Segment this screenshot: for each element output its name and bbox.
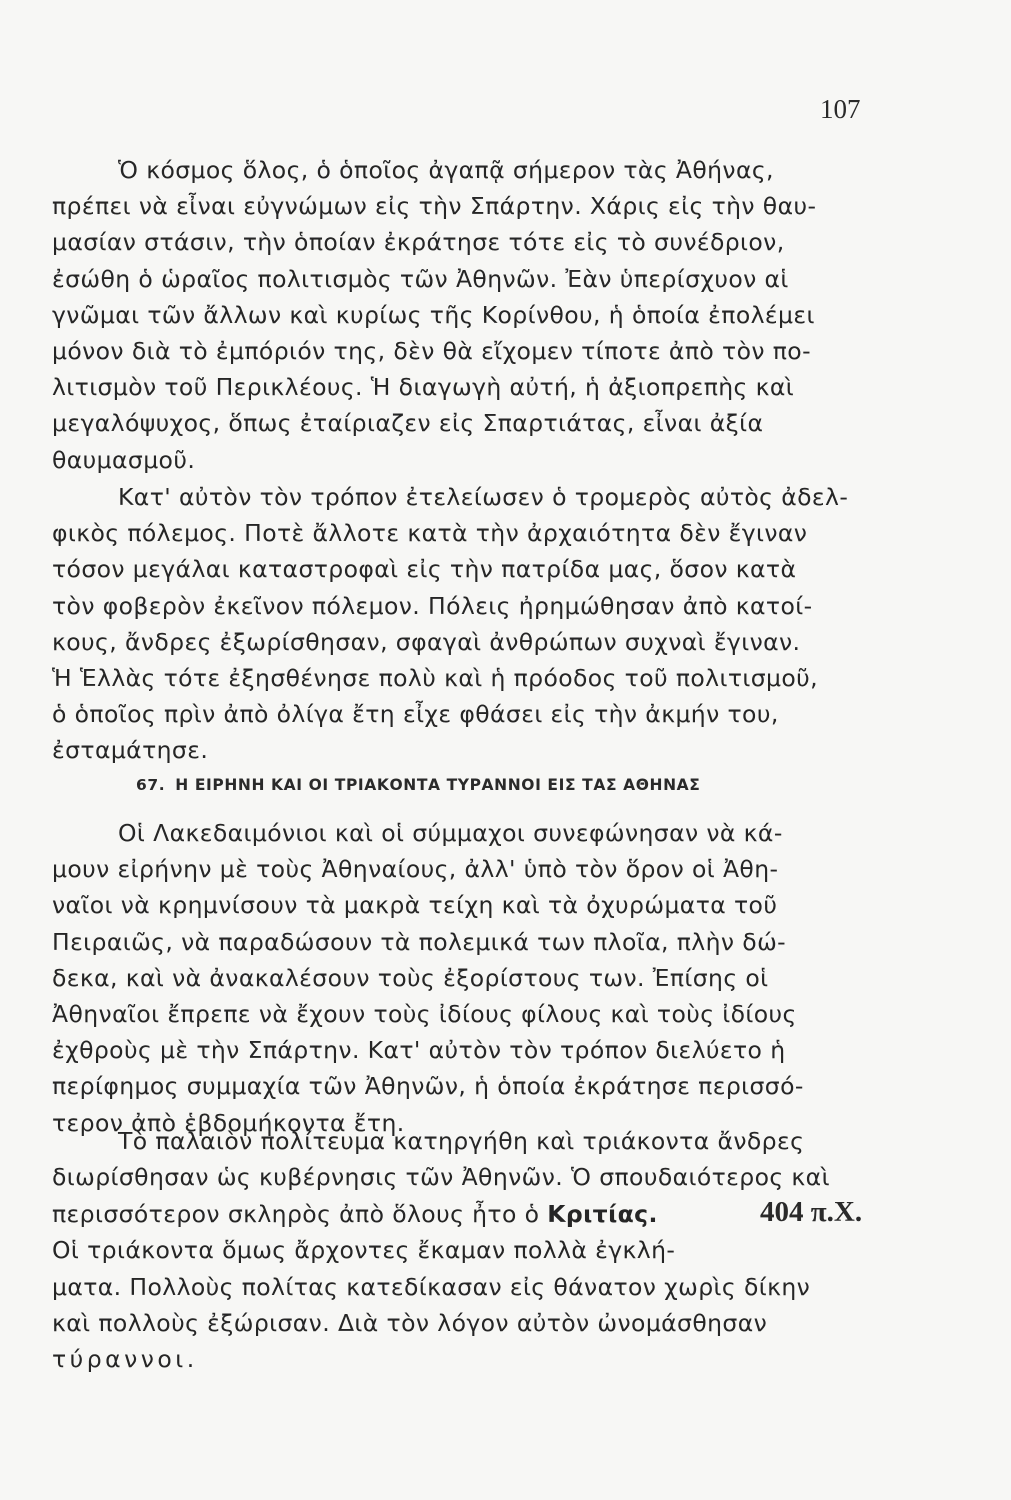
person-name: Κριτίας. bbox=[547, 1199, 658, 1228]
text-line: τερον ἀπὸ ἑβδομήκοντα ἔτη. bbox=[52, 1108, 405, 1137]
margin-date-note: 404 π.Χ. bbox=[760, 1196, 863, 1228]
text-line: τὸν φοβερὸν ἐκεῖνον πόλεμον. Πόλεις ἠρημώθησαν ἀπὸ κατοί- bbox=[52, 591, 813, 620]
text-line: Οἱ τριάκοντα ὅμως ἄρχοντες ἔκαμαν πολλὰ ἐγκλή- bbox=[52, 1236, 676, 1265]
text-line: Πειραιῶς, νὰ παραδώσουν τὰ πολεμικά των πλοῖα, πλὴν δώ- bbox=[52, 927, 787, 956]
text-line: πρέπει νὰ εἶναι εὐγνώμων εἰς τὴν Σπάρτην. Χάρις εἰς τὴν θαυ- bbox=[52, 192, 817, 221]
text-line: κους, ἄνδρες ἐξωρίσθησαν, σφαγαὶ ἀνθρώπων συχναὶ ἔγιναν. bbox=[52, 627, 801, 656]
text-line: ἐσταμάτησε. bbox=[52, 736, 209, 765]
text-line: δεκα, καὶ νὰ ἀνακαλέσουν τοὺς ἐξορίστους των. Ἐπίσης οἱ bbox=[52, 963, 769, 992]
text-line: τύραννοι. bbox=[52, 1345, 198, 1374]
text-segment: περισσότερον σκληρὸς ἀπὸ ὅλους ἦτο ὁ bbox=[52, 1199, 548, 1228]
text-line: Τὸ παλαιὸν πολίτευμα κατηργήθη καὶ τριάκοντα ἄνδρες bbox=[118, 1127, 805, 1155]
text-line: ματα. Πολλοὺς πολίτας κατεδίκασαν εἰς θάνατον χωρὶς δίκην bbox=[52, 1272, 811, 1301]
text-line: φικὸς πόλεμος. Ποτὲ ἄλλοτε κατὰ τὴν ἀρχαιότητα δὲν ἔγιναν bbox=[52, 519, 808, 548]
paragraph-1 bbox=[52, 152, 892, 478]
text-line: περίφημος συμμαχία τῶν Ἀθηνῶν, ἡ ὁποία ἐκράτησε περισσό- bbox=[52, 1072, 804, 1101]
text-line: Οἱ Λακεδαιμόνιοι καὶ οἱ σύμμαχοι συνεφώνησαν νὰ κά- bbox=[118, 819, 783, 847]
text-line: μασίαν στάσιν, τὴν ὁποίαν ἐκράτησε τότε εἰς τὸ συνέδριον, bbox=[52, 228, 785, 257]
text-line: ὁ ὁποῖος πρὶν ἀπὸ ὀλίγα ἔτη εἶχε φθάσει εἰς τὴν ἀκμήν του, bbox=[52, 700, 779, 729]
text-line: Ἡ Ἑλλὰς τότε ἐξησθένησε πολὺ καὶ ἡ πρόοδος τοῦ πολιτισμοῦ, bbox=[52, 663, 819, 692]
section-number: 67. bbox=[136, 776, 166, 794]
section-title: Η ΕΙΡΗΝΗ ΚΑΙ ΟΙ ΤΡΙΑΚΟΝΤΑ ΤΥΡΑΝΝΟΙ ΕΙΣ ΤΑΣ ΑΘΗΝΑΣ bbox=[175, 776, 701, 794]
text-line: Ὁ κόσμος ὅλος, ὁ ὁποῖος ἀγαπᾷ σήμερον τὰς Ἀθήνας, bbox=[118, 156, 774, 184]
text-line: διωρίσθησαν ὡς κυβέρνησις τῶν Ἀθηνῶν. Ὁ σπουδαιότερος καὶ bbox=[52, 1163, 830, 1192]
text-line: τόσον μεγάλαι καταστροφαὶ εἰς τὴν πατρίδα μας, ὅσον κατὰ bbox=[52, 555, 797, 584]
text-line: ναῖοι νὰ κρημνίσουν τὰ μακρὰ τείχη καὶ τὰ ὀχυρώματα τοῦ bbox=[52, 891, 778, 920]
text-line: Ἀθηναῖοι ἔπρεπε νὰ ἔχουν τοὺς ἰδίους φίλους καὶ τοὺς ἰδίους bbox=[52, 999, 797, 1028]
paragraph-3 bbox=[52, 815, 892, 1141]
text-line: λιτισμὸν τοῦ Περικλέους. Ἡ διαγωγὴ αὐτή, ἡ ἀξιοπρεπὴς καὶ bbox=[52, 373, 795, 402]
section-heading bbox=[136, 776, 700, 794]
page-number: 107 bbox=[820, 94, 861, 124]
text-line: γνῶμαι τῶν ἄλλων καὶ κυρίως τῆς Κορίνθου, ἡ ὁποία ἐπολέμει bbox=[52, 300, 815, 329]
text-line: μόνον διὰ τὸ ἐμπόριόν της, δὲν θὰ εἴχομεν τίποτε ἀπὸ τὸν πο- bbox=[52, 336, 811, 365]
text-line: μουν εἰρήνην μὲ τοὺς Ἀθηναίους, ἀλλ' ὑπὸ τὸν ὅρον οἱ Ἀθη- bbox=[52, 855, 779, 884]
text-line: μεγαλόψυχος, ὅπως ἐταίριαζεν εἰς Σπαρτιάτας, εἶναι ἀξία bbox=[52, 409, 764, 438]
text-line: θαυμασμοῦ. bbox=[52, 445, 196, 474]
text-line: ἐχθροὺς μὲ τὴν Σπάρτην. Κατ' αὐτὸν τὸν τρόπον διελύετο ἡ bbox=[52, 1036, 786, 1065]
paragraph-4 bbox=[52, 1123, 892, 1378]
text-line: καὶ πολλοὺς ἐξώρισαν. Διὰ τὸν λόγον αὐτὸν ὠνομάσθησαν bbox=[52, 1308, 768, 1337]
text-line: Κατ' αὐτὸν τὸν τρόπον ἐτελείωσεν ὁ τρομερὸς αὐτὸς ἀδελ- bbox=[118, 483, 849, 511]
paragraph-2 bbox=[52, 479, 892, 769]
text-line: ἐσώθη ὁ ὡραῖος πολιτισμὸς τῶν Ἀθηνῶν. Ἐὰν ὑπερίσχυον αἱ bbox=[52, 264, 789, 293]
